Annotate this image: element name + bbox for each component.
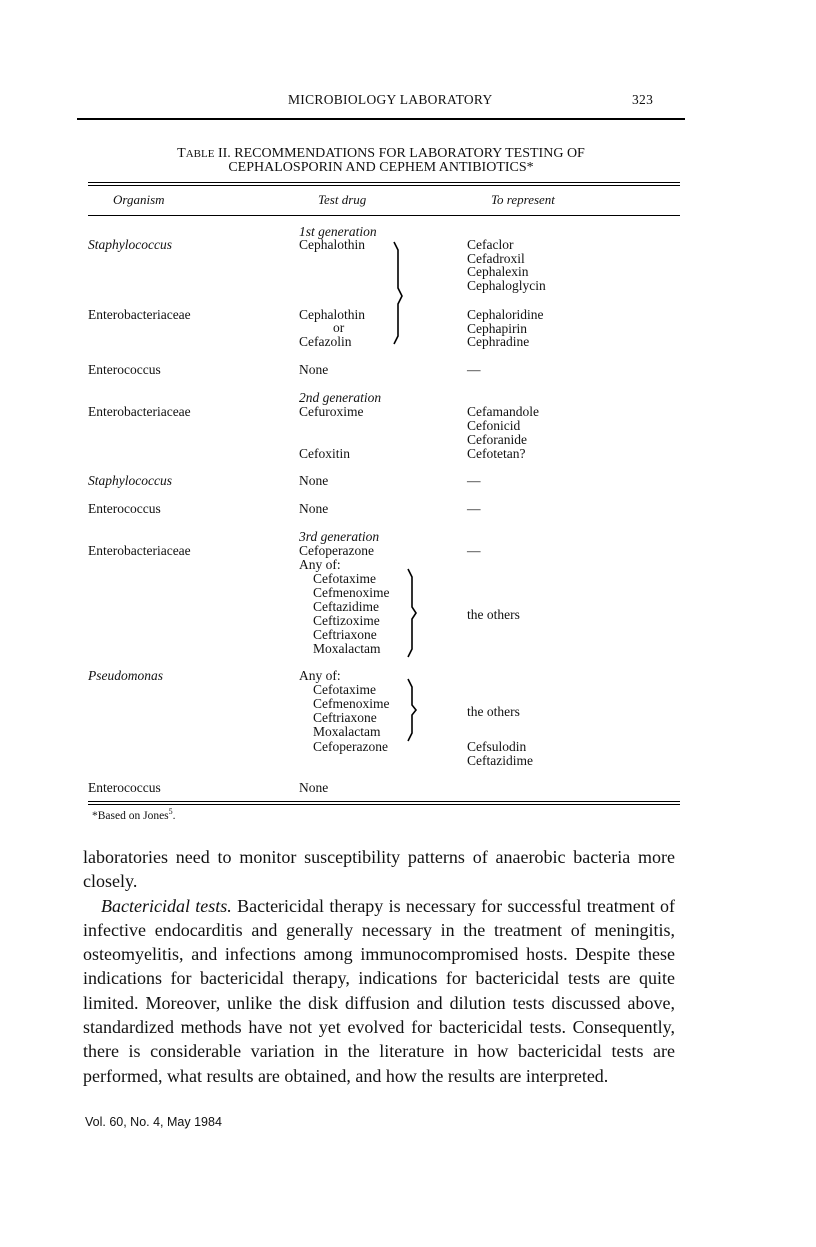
represent-dash-3: — [467, 501, 481, 516]
drug-item: Cefmenoxime [313, 585, 390, 600]
represent-item: Ceftazidime [467, 753, 533, 768]
represent-item: Cephalexin [467, 264, 529, 279]
drug-item: Ceftazidime [313, 599, 379, 614]
represent-item: Cefadroxil [467, 250, 525, 266]
drug-item: Moxalactam [313, 724, 381, 739]
organism-enterococcus-3: Enterococcus [88, 780, 161, 795]
page-number: 323 [632, 92, 654, 107]
represent-item: Cephapirin [467, 320, 527, 336]
body-text [83, 845, 675, 1088]
drug-or: or [333, 320, 345, 335]
brace-pseudomonas [404, 677, 430, 743]
brace-first-generation [390, 240, 416, 348]
paragraph-bactericidal [83, 894, 675, 1088]
drug-none-2: None [299, 473, 329, 488]
paragraph-heading: Bactericidal tests. [101, 895, 232, 916]
table-bottom-rule-2 [88, 804, 680, 805]
represent-the-others: the others [467, 607, 520, 622]
drug-item: Cefmenoxime [313, 696, 390, 711]
table-caption-line-2: CEPHALOSPORIN AND CEPHEM ANTIBIOTICS* [228, 160, 534, 175]
column-header-organism: Organism [113, 192, 165, 207]
represent-list-first-b [467, 308, 543, 349]
represent-the-others-2: the others [467, 704, 520, 719]
represent-dash: — [467, 362, 481, 377]
represent-item: Cefamandole [467, 404, 539, 419]
footnote-reference: 5 [168, 807, 173, 817]
caption-prefix: T [177, 146, 186, 161]
journal-citation: Vol. 60, No. 4, May 1984 [85, 1115, 222, 1129]
drug-cephalothin-2: Cephalothin [299, 307, 365, 322]
table-bottom-rule-1 [88, 801, 680, 802]
column-header-rule [88, 215, 680, 216]
represent-dash-4: — [467, 543, 481, 558]
organism-enterobacteriaceae-2: Enterobacteriaceae [88, 404, 191, 419]
organism-enterobacteriaceae: Enterobacteriaceae [88, 307, 191, 322]
caption-prefix-small: ABLE [185, 148, 215, 160]
drug-cefuroxime: Cefuroxime [299, 404, 364, 419]
represent-dash-2: — [467, 473, 481, 488]
drug-list-third [313, 572, 389, 656]
drug-item: Cefotaxime [313, 571, 376, 586]
section-first-generation: 1st generation [299, 224, 377, 239]
represent-list-second [467, 405, 539, 461]
caption-line-1-text: II. RECOMMENDATIONS FOR LABORATORY TESTING OF [214, 146, 585, 161]
represent-list-pseudomonas [467, 740, 533, 768]
drug-item: Ceftriaxone [313, 627, 377, 642]
column-header-to-represent: To represent [491, 192, 555, 207]
represent-list-first-a [467, 238, 546, 292]
drug-any-of-2: Any of: [299, 668, 341, 683]
table-footnote [92, 807, 176, 822]
running-title: MICROBIOLOGY LABORATORY [288, 92, 493, 107]
drug-cefoperazone-2: Cefoperazone [313, 739, 388, 754]
represent-item: Cefonicid [467, 418, 521, 433]
drug-item: Ceftriaxone [313, 710, 377, 725]
drug-none: None [299, 362, 329, 377]
represent-item: Cefsulodin [467, 739, 527, 754]
organism-enterobacteriaceae-3: Enterobacteriaceae [88, 543, 191, 558]
represent-item: Cephaloridine [467, 307, 544, 322]
table-top-rule-2 [88, 185, 680, 186]
drug-none-3: None [299, 501, 329, 516]
organism-staphylococcus: Staphylococcus [88, 237, 172, 252]
section-second-generation: 2nd generation [299, 390, 382, 405]
drug-cephalothin: Cephalothin [299, 237, 365, 252]
drug-cefoxitin: Cefoxitin [299, 446, 350, 461]
drug-item: Moxalactam [313, 641, 381, 656]
organism-pseudomonas: Pseudomonas [88, 668, 163, 683]
represent-item: Cephaloglycin [467, 277, 546, 293]
footnote-text: *Based on Jones [92, 810, 169, 822]
footnote-end: . [172, 810, 176, 822]
drug-any-of: Any of: [299, 557, 341, 572]
drug-cefazolin: Cefazolin [299, 334, 352, 349]
drug-cefoperazone: Cefoperazone [299, 543, 374, 558]
paragraph-text: Bactericidal therapy is necessary for successful treatment of infective endocarditis and generally necessary in the treatment of meningitis, osteomyelitis, and infections among immunocompromised hosts. Despite these indications for bactericidal therapy, indications for bactericidal tests are quite limited. Moreover, unlike the disk diffusion and dilution tests discussed above, standardized methods have not yet evolved for bactericidal tests. Consequently, there is considerable variation in the literature in how bactericidal tests are performed, what results are obtained, and how the results are interpreted. [83, 895, 675, 1086]
drug-none-4: None [299, 780, 329, 795]
table-caption-line-1 [77, 147, 685, 161]
represent-item: Cefaclor [467, 237, 514, 252]
brace-third-generation [404, 567, 430, 659]
drug-item: Cefotaxime [313, 682, 376, 697]
represent-item: Cephradine [467, 334, 530, 349]
organism-enterococcus-2: Enterococcus [88, 501, 161, 516]
drug-item: Ceftizoxime [313, 613, 380, 628]
table-top-rule-1 [88, 182, 680, 183]
section-third-generation: 3rd generation [299, 529, 380, 544]
represent-item: Cefotetan? [467, 446, 526, 461]
header-rule [77, 118, 685, 120]
paragraph-anaerobic: laboratories need to monitor susceptibility patterns of anaerobic bacteria more closely. [83, 847, 675, 892]
organism-staphylococcus-2: Staphylococcus [88, 473, 172, 488]
column-header-test-drug: Test drug [318, 192, 367, 207]
represent-item: Ceforanide [467, 432, 527, 447]
drug-list-pseudomonas [313, 683, 389, 739]
organism-enterococcus: Enterococcus [88, 362, 161, 377]
